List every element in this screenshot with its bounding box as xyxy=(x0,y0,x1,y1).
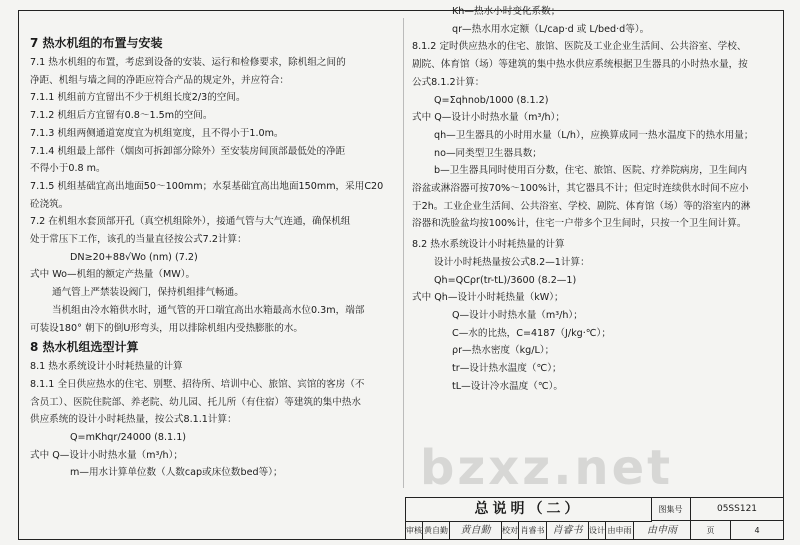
text-line: Q—设计小时热水量（m³/h）； xyxy=(452,309,583,321)
text-line: 含员工）、医院住院部、养老院、幼儿园、托儿所（有住宿）等建筑的集中热水 xyxy=(30,396,361,408)
reviewer-name: 黄自勤 xyxy=(423,521,450,540)
text-line: 净距、机组与墙之间的净距应符合产品的规定外，并应符合： xyxy=(30,74,290,86)
designer-name: 由申雨 xyxy=(606,521,634,540)
text-line: qr—热水用水定额（L/cap·d 或 L/bed·d等）。 xyxy=(452,23,650,35)
text-line: 7.2 在机组水套顶部开孔（真空机组除外），接通气管与大气连通，确保机组 xyxy=(30,216,351,228)
label-review: 审核 xyxy=(406,521,423,540)
watermark: bzxz.net xyxy=(420,440,674,496)
formula-8-2-1: Qh=QCρr(tr-tL)/3600 (8.2—1) xyxy=(434,274,577,286)
heading-section-7: 7 热水机组的布置与安装 xyxy=(30,36,163,50)
text-line: 浴器和洗脸盆均按100%计，住宅一户带多个卫生间时，只按一个卫生间计算。 xyxy=(412,218,747,230)
text-line: 不得小于0.8 m。 xyxy=(30,163,106,175)
text-line: b—卫生器具同时使用百分数，住宅、旅馆、医院、疗养院病房，卫生间内 xyxy=(434,165,748,177)
text-line: ρr—热水密度（kg/L）； xyxy=(452,345,555,357)
label-check: 校对 xyxy=(502,521,519,540)
text-line: tL—设计冷水温度（℃）。 xyxy=(452,380,564,392)
text-line: 当机组由冷水箱供水时，通气管的开口端宜高出水箱最高水位0.3m，端部 xyxy=(52,304,365,316)
text-line: 8.1.1 全日供应热水的住宅、别墅、招待所、培训中心、旅馆、宾馆的客房（不 xyxy=(30,378,365,390)
label-page: 页 xyxy=(691,521,731,540)
heading-section-8: 8 热水机组选型计算 xyxy=(30,340,139,355)
text-line: 7.1 热水机组的布置，考虑到设备的安装、运行和检修要求，除机组之间的 xyxy=(30,57,346,68)
text-line: 式中 Wo—机组的额定产热量（MW）。 xyxy=(30,269,196,281)
left-column xyxy=(30,33,396,482)
text-line: no—同类型卫生器具数； xyxy=(434,147,542,159)
text-line: 式中 Q—设计小时热水量（m³/h）； xyxy=(412,112,566,124)
formula-7-2: DN≥20+88√Wo (nm) (7.2) xyxy=(70,251,198,263)
right-column xyxy=(412,6,777,395)
text-line: 8.1.2 定时供应热水的住宅、旅馆、医院及工业企业生活间、公共浴室、学校、 xyxy=(412,41,747,53)
label-design: 设计 xyxy=(589,521,606,540)
text-line: tr—设计热水温度（℃）； xyxy=(452,363,562,375)
text-line: 通气管上严禁装设阀门，保持机组排气畅通。 xyxy=(52,287,244,299)
column-divider xyxy=(403,18,404,488)
text-line: C—水的比热，C=4187（J/kg·℃）； xyxy=(452,327,611,339)
drawing-title: 总说明（二） xyxy=(406,498,652,522)
text-line: 处于常压下工作，该孔的当量直径按公式7.2计算： xyxy=(30,234,247,246)
text-line: 7.1.5 机组基础宜高出地面50～100mm；水泵基础宜高出地面150mm，采用C20 xyxy=(30,180,384,192)
text-line: qh—卫生器具的小时用水量（L/h），应换算成同一热水温度下的热水用量； xyxy=(434,129,754,141)
text-line: 剧院、体育馆（场）等建筑的集中热水供应系统根据卫生器具的小时热水量，按 xyxy=(412,59,748,71)
heading-8-2: 8.2 热水系统设计小时耗热量的计算 xyxy=(412,239,565,251)
text-line: 于2h。工业企业生活间、公共浴室、学校、剧院、体育馆（场）等的浴室内的淋 xyxy=(412,200,751,212)
designer-signature: 由申雨 xyxy=(634,521,691,540)
text-line: m—用水计算单位数（人数cap或床位数bed等）； xyxy=(70,467,283,479)
text-line: 设计小时耗热量按公式8.2—1计算： xyxy=(434,256,590,268)
formula-8-1-2: Q=Σqhnob/1000 (8.1.2) xyxy=(434,94,549,106)
text-line: 砼浇筑。 xyxy=(30,198,69,210)
text-line: 可装设180° 朝下的倒U形弯头，用以排除机组内受热膨胀的水。 xyxy=(30,322,304,334)
reviewer-signature: 黄自勤 xyxy=(450,521,502,540)
text-line: 7.1.4 机组最上部件（烟囱可拆卸部分除外）至安装房间顶部最低处的净距 xyxy=(30,145,346,157)
title-block xyxy=(405,497,784,540)
checker-signature: 肖睿书 xyxy=(547,521,589,540)
text-line: 7.1.1 机组前方宜留出不少于机组长度2/3的空间。 xyxy=(30,92,246,104)
text-line: 供应系统的设计小时耗热量，按公式8.1.1计算： xyxy=(30,414,237,426)
text-line: Kh—热水小时变化系数； xyxy=(452,6,561,17)
atlas-no-value: 05SS121 xyxy=(691,498,784,521)
text-line: 7.1.3 机组两侧通道宽度宜为机组宽度，且不得小于1.0m。 xyxy=(30,127,284,139)
text-line: 浴盆或淋浴器可按70%～100%计，其它器具不计；但定时连续供水时间不应小 xyxy=(412,183,749,195)
text-line: 公式8.1.2计算： xyxy=(412,76,485,88)
page-number: 4 xyxy=(731,521,784,540)
text-line: 式中 Qh—设计小时耗热量（kW）； xyxy=(412,292,564,304)
text-line: 8.1 热水系统设计小时耗热量的计算 xyxy=(30,361,183,373)
checker-name: 肖睿书 xyxy=(519,521,547,540)
atlas-no-label: 图集号 xyxy=(651,498,691,521)
text-line: 7.1.2 机组后方宜留有0.8～1.5m的空间。 xyxy=(30,110,213,122)
text-line: 式中 Q—设计小时热水量（m³/h）； xyxy=(30,449,184,461)
formula-8-1-1: Q=mKhqr/24000 (8.1.1) xyxy=(70,432,187,444)
